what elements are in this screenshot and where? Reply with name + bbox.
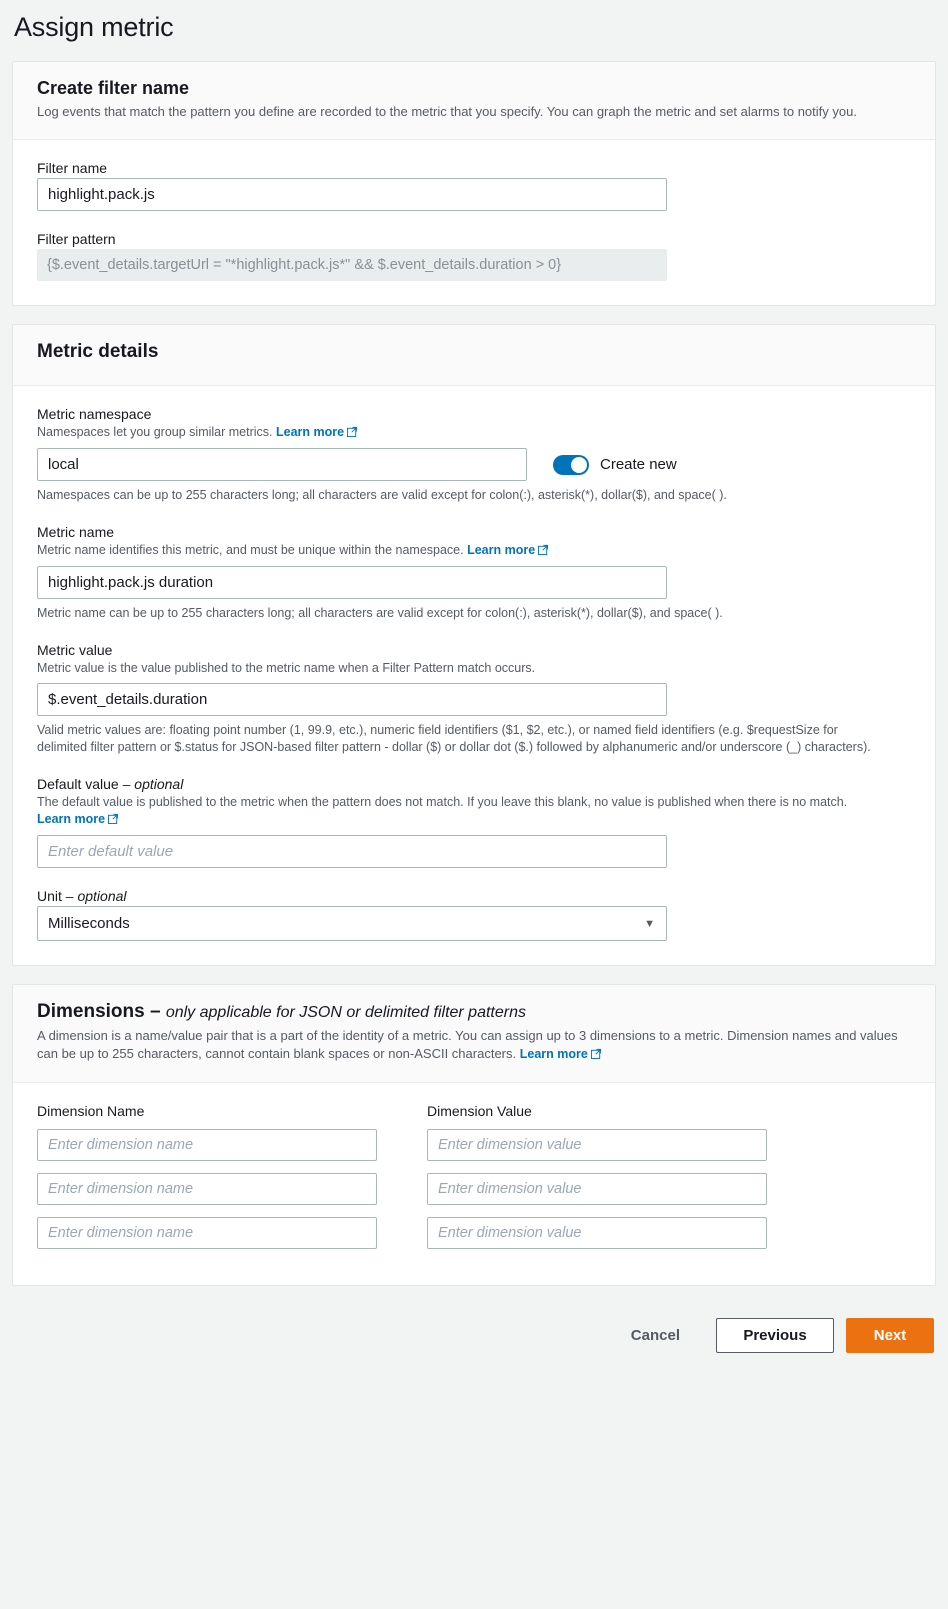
dimension-name-input-1[interactable] <box>37 1129 377 1161</box>
dimension-name-input-3[interactable] <box>37 1217 377 1249</box>
unit-select[interactable] <box>37 906 667 941</box>
wizard-footer <box>12 1304 936 1373</box>
dimensions-body <box>13 1083 935 1285</box>
external-link-icon <box>591 1046 602 1064</box>
next-button[interactable]: Next <box>846 1318 934 1353</box>
create-filter-name-header <box>13 62 935 140</box>
metric-name-learn-more-label: Learn more <box>467 543 536 557</box>
default-value-input[interactable] <box>37 835 667 868</box>
metric-namespace-help: Namespaces can be up to 255 characters long; all characters are valid except for colon(:), asterisk(*), dollar($), and space( ). <box>37 488 727 502</box>
default-value-description-text: The default value is published to the metric when the pattern does not match. If you leave this blank, no value is published when there is no match. <box>37 795 848 809</box>
previous-button[interactable]: Previous <box>716 1318 834 1353</box>
filter-name-field <box>37 160 911 211</box>
metric-namespace-field <box>37 406 911 504</box>
filter-pattern-label: Filter pattern <box>37 231 116 247</box>
metric-namespace-row <box>37 448 911 481</box>
dimension-name-column-header: Dimension Name <box>37 1103 145 1119</box>
metric-name-help: Metric name can be up to 255 characters long; all characters are valid except for colon(:), asterisk(*), dollar($), and space( ). <box>37 606 723 620</box>
metric-name-description <box>37 542 911 560</box>
metric-details-title: Metric details <box>37 341 159 362</box>
default-value-learn-more-label: Learn more <box>37 812 106 826</box>
external-link-icon <box>538 543 549 560</box>
dimensions-title <box>37 1001 911 1023</box>
metric-namespace-input[interactable] <box>37 448 527 481</box>
create-new-namespace-toggle-wrap <box>553 455 677 475</box>
dimensions-card <box>12 984 936 1286</box>
metric-details-header <box>13 325 935 386</box>
default-value-field <box>37 776 911 868</box>
dimension-value-column-header: Dimension Value <box>427 1103 532 1119</box>
default-value-optional-tag: – optional <box>122 776 184 792</box>
metric-value-field <box>37 642 911 756</box>
metric-details-body <box>13 386 935 965</box>
unit-field <box>37 888 911 941</box>
metric-name-learn-more-link[interactable] <box>467 543 549 557</box>
dimensions-grid <box>37 1103 911 1261</box>
metric-namespace-description <box>37 424 911 442</box>
dimensions-description-text: A dimension is a name/value pair that is a part of the identity of a metric. You can assign up to 3 dimensions to a metric. Dimension names and values can be up to 255 characters, cannot contain blank spaces or non-ASCII characters. <box>37 1028 898 1061</box>
filter-name-input[interactable] <box>37 178 667 211</box>
external-link-icon <box>347 425 358 442</box>
filter-name-label: Filter name <box>37 160 108 176</box>
dimension-value-input-3[interactable] <box>427 1217 767 1249</box>
dimensions-title-subtitle: only applicable for JSON or delimited filter patterns <box>165 1004 526 1021</box>
metric-namespace-description-text: Namespaces let you group similar metrics. <box>37 425 273 439</box>
default-value-description <box>37 794 911 829</box>
metric-value-input[interactable] <box>37 683 667 716</box>
metric-name-label: Metric name <box>37 524 115 540</box>
metric-namespace-learn-more-label: Learn more <box>275 425 345 439</box>
default-value-learn-more-link[interactable] <box>37 812 119 826</box>
chevron-down-icon: ▼ <box>644 917 655 930</box>
metric-details-card <box>12 324 936 966</box>
dimensions-description <box>37 1027 911 1064</box>
metric-name-input[interactable] <box>37 566 667 599</box>
unit-label <box>37 888 911 904</box>
create-new-toggle[interactable] <box>553 455 589 475</box>
filter-pattern-value: {$.event_details.targetUrl = "*highlight.pack.js*" && $.event_details.duration > 0} <box>37 249 667 281</box>
filter-pattern-field <box>37 231 911 281</box>
create-filter-name-card <box>12 61 936 306</box>
dimensions-learn-more-label: Learn more <box>519 1047 588 1061</box>
dimension-value-input-1[interactable] <box>427 1129 767 1161</box>
dimensions-learn-more-link[interactable] <box>520 1047 602 1061</box>
dimensions-title-text: Dimensions – <box>37 1001 161 1022</box>
default-value-label-text: Default value <box>37 776 119 792</box>
external-link-icon <box>108 812 119 829</box>
unit-select-wrap <box>37 906 667 941</box>
create-filter-name-body <box>13 140 935 305</box>
dimensions-header <box>13 985 935 1083</box>
create-filter-name-title: Create filter name <box>37 78 190 98</box>
metric-name-description-text: Metric name identifies this metric, and must be unique within the namespace. <box>37 543 464 557</box>
metric-value-label: Metric value <box>37 642 113 658</box>
unit-optional-tag: – optional <box>65 888 127 904</box>
metric-name-field <box>37 524 911 622</box>
cancel-button[interactable]: Cancel <box>609 1318 702 1353</box>
metric-value-description: Metric value is the value published to the metric name when a Filter Pattern match occurs. <box>37 661 536 675</box>
create-new-toggle-label: Create new <box>600 456 677 473</box>
dimension-value-input-2[interactable] <box>427 1173 767 1205</box>
page-title: Assign metric <box>14 12 174 42</box>
unit-label-text: Unit <box>37 888 62 904</box>
create-filter-name-description: Log events that match the pattern you define are recorded to the metric that you specify. You can graph the metric and set alarms to notify you. <box>37 104 857 119</box>
metric-namespace-label: Metric namespace <box>37 406 152 422</box>
default-value-label <box>37 776 911 792</box>
metric-namespace-learn-more-link[interactable] <box>276 425 358 439</box>
dimension-name-input-2[interactable] <box>37 1173 377 1205</box>
toggle-knob <box>571 457 587 473</box>
metric-value-help: Valid metric values are: floating point number (1, 99.9, etc.), numeric field identifiers ($1, $2, etc.), or named field identifiers (e.g. $requestSize for delimited filter pattern or $.status for JSON-based filter pattern - dollar ($) or dollar dot ($.) followed by alphanumeric and/or underscore (_) characters). <box>37 723 871 754</box>
